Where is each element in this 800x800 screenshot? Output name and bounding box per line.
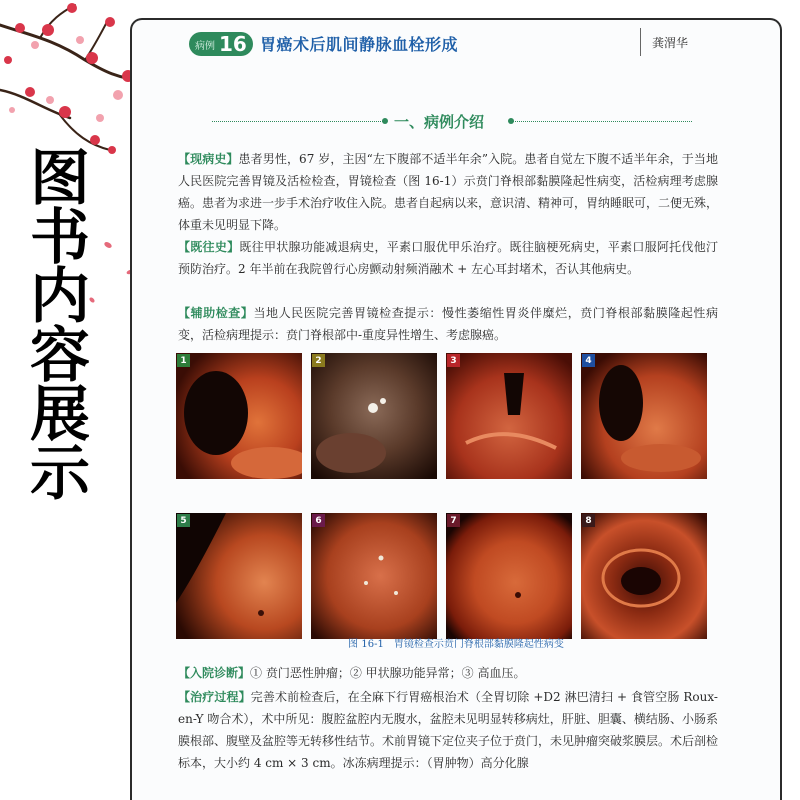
book-page xyxy=(130,18,782,800)
image-number-badge xyxy=(582,354,595,367)
endoscopy-photo xyxy=(176,513,302,639)
present-history-paragraph xyxy=(178,148,718,236)
side-caption-char: 展 xyxy=(30,380,90,450)
present-history-text: 患者男性，67 岁，主因“左下腹部不适半年余”入院。患者自觉左下腹不适半年余，于当地人民医院完善胃镜及活检检查，胃镜检查（图 16-1）示贲门脊根部黏膜隆起性病变，活检病理考虑腺癌。患者为求进一步手术治疗收住入院。患者自起病以来，意识清、精神可，胃纳睡眠可，二便无殊，体重未见明显下降。 xyxy=(178,152,719,232)
endoscopy-image xyxy=(581,513,707,639)
endoscopy-photo xyxy=(446,353,572,479)
treatment-text: 完善术前检查后，在全麻下行胃癌根治术（全胃切除 +D2 淋巴清扫 + 食管空肠 Roux-en-Y 吻合术），术中所见：腹腔盆腔内无腹水，盆腔未见明显转移病灶，肝脏、胆囊、横结肠、小肠系膜根部、腹壁及盆腔等无转移性结节。术前胃镜下定位夹子位于贲门，未见肿瘤突破浆膜层。术后剖检标本，大小约 4 cm × 3 cm。冰冻病理提示：（胃肿物）高分化腺 xyxy=(178,690,719,770)
image-number: 4 xyxy=(585,355,592,366)
section-heading-label: 一、病例介绍 xyxy=(394,113,485,131)
image-number-badge xyxy=(312,354,325,367)
admission-diagnosis-paragraph xyxy=(178,662,718,684)
image-number: 2 xyxy=(315,355,322,366)
heading-rule-right xyxy=(512,121,692,122)
admission-diagnosis-text: ① 贲门恶性肿瘤；② 甲状腺功能异常；③ 高血压。 xyxy=(250,666,526,680)
endoscopy-photo xyxy=(176,353,302,479)
admission-diagnosis-tag: 【入院诊断】 xyxy=(178,666,251,680)
image-number: 3 xyxy=(450,355,457,366)
treatment-tag: 【治疗过程】 xyxy=(178,690,251,704)
endoscopy-photo xyxy=(311,353,437,479)
case-prefix: 病例 xyxy=(195,40,215,52)
figure-caption: 图 16-1 胃镜检查示贲门脊根部黏膜隆起性病变 xyxy=(348,639,564,650)
image-number-badge xyxy=(447,514,460,527)
past-history-paragraph xyxy=(178,236,718,280)
image-number: 1 xyxy=(180,355,187,366)
image-number-badge xyxy=(177,514,190,527)
auxiliary-exam-paragraph xyxy=(178,302,718,346)
auxiliary-exam-tag: 【辅助检查】 xyxy=(178,306,254,320)
image-number: 8 xyxy=(585,515,592,526)
endoscopy-photo xyxy=(311,513,437,639)
side-caption-char: 示 xyxy=(30,439,90,509)
case-badge xyxy=(189,32,253,56)
heading-dot-left xyxy=(382,118,388,124)
case-number: 16 xyxy=(219,32,247,56)
endoscopy-photo xyxy=(446,513,572,639)
side-caption-char: 图 xyxy=(30,144,90,214)
treatment-paragraph xyxy=(178,686,718,774)
chapter-title: 胃癌术后肌间静脉血栓形成 xyxy=(260,35,459,54)
endoscopy-image xyxy=(176,513,302,639)
endoscopy-photo xyxy=(581,353,707,479)
image-number-badge xyxy=(447,354,460,367)
side-caption-char: 内 xyxy=(30,262,90,332)
image-number-badge xyxy=(177,354,190,367)
page-header xyxy=(132,20,780,60)
side-caption-char: 容 xyxy=(30,321,90,391)
image-number-badge xyxy=(312,514,325,527)
past-history-tag: 【既往史】 xyxy=(178,240,240,254)
present-history-tag: 【现病史】 xyxy=(178,152,239,166)
endoscopy-photo xyxy=(581,513,707,639)
image-number-badge xyxy=(582,514,595,527)
past-history-text: 既往甲状腺功能减退病史，平素口服优甲乐治疗。既往脑梗死病史，平素口服阿托伐他汀预防治疗。2 年半前在我院曾行心房颤动射频消融术 + 左心耳封堵术，否认其他病史。 xyxy=(178,240,718,276)
section-heading xyxy=(132,111,780,131)
endoscopy-image xyxy=(581,353,707,479)
side-caption-char: 书 xyxy=(30,203,90,273)
endoscopy-image xyxy=(446,353,572,479)
endoscopy-image xyxy=(311,513,437,639)
author-name: 龚渭华 xyxy=(652,36,689,50)
image-number: 7 xyxy=(450,515,457,526)
endoscopy-image xyxy=(311,353,437,479)
image-number: 5 xyxy=(180,515,187,526)
heading-rule-left xyxy=(212,121,387,122)
auxiliary-exam-text: 当地人民医院完善胃镜检查提示：慢性萎缩性胃炎伴糜烂，贲门脊根部黏膜隆起性病变，活检病理提示：贲门脊根部中-重度异性增生、考虑腺癌。 xyxy=(178,306,718,342)
header-divider xyxy=(640,28,641,56)
side-caption xyxy=(16,144,104,509)
endoscopy-image xyxy=(176,353,302,479)
image-number: 6 xyxy=(315,515,322,526)
endoscopy-image xyxy=(446,513,572,639)
